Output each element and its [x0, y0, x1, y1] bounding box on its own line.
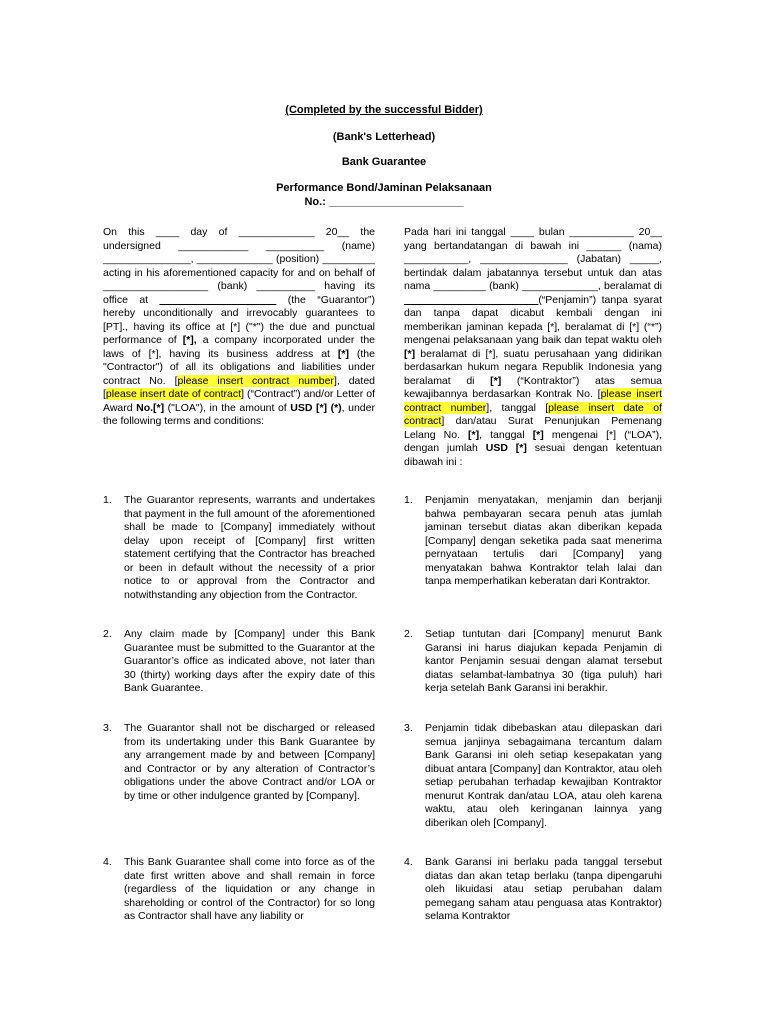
intro-en-amount: USD [*] (*): [290, 401, 342, 414]
contract-number-placeholder-id: please insert contract number: [404, 388, 662, 414]
intro-id-text-7: , tanggal: [479, 428, 533, 441]
intro-en-text-3: a company incorporated under the laws of [*], having its business address at: [103, 334, 375, 360]
intro-en-bold-1: [*],: [182, 334, 197, 346]
intro-id-blank: _______________________: [404, 293, 539, 306]
intro-id-text-9: sesuai dengan ketentuan dibawah ini :: [404, 442, 662, 468]
clause-number: 2.: [103, 628, 112, 640]
clause-id-2: [404, 628, 662, 696]
clause-number: 1.: [404, 494, 413, 506]
contract-date-placeholder-id: please insert date of contract: [404, 401, 662, 427]
clause-text: Any claim made by [Company] under this Bank Guarantee must be submitted to the Guarantor at the Guarantor’s office as indicated above, not later than 30 (thirty) working days after the expiry date of this Bank Guarantee.: [124, 628, 375, 694]
clause-text: The Guarantor represents, warrants and undertakes that payment in the full amount of the aforementioned shall be made to [Company] immediately without delay upon receipt of [Company] first written statement certifying that the Contractor has breached or been in default without the necessity of a prior notice to or approval from the Contractor and notwithstanding any objection from the Contractor.: [124, 494, 375, 601]
intro-english: [103, 226, 375, 429]
intro-id-text-6: ] dan/atau Surat Penunjukan Pemenang Lelang No.: [404, 415, 662, 441]
intro-en-bold-3: No.[*]: [136, 401, 165, 414]
clause-text: Penjamin tidak dibebaskan atau dilepaskan dari semua janjinya sebagaimana tercantum dalam Bank Garansi ini oleh setiap kesepakatan yang dibuat antara [Company] dan Kontraktor, atau oleh setiap perubahan terhadap kewajiban Kontraktor menurut Kontrak dan/atau LOA, atau oleh karena waktu, atau oleh keringanan lainnya yang diberikan oleh [Company].: [425, 722, 662, 829]
document-title: Bank Guarantee: [341, 156, 427, 168]
completed-note: (Completed by the successful Bidder): [285, 104, 483, 116]
intro-id-text-4: (“Kontraktor”) atas semua kewajibannya berdasarkan Kontrak No. [: [404, 374, 662, 400]
intro-en-text-7: ("LOA"), in the amount of: [164, 401, 291, 414]
intro-indonesian: [404, 226, 662, 469]
clause-text: Penjamin menyatakan, menjamin dan berjanji bahwa pembayaran secara penuh atas jumlah jaminan tersebut diatas akan diberikan kepada [Company] dengan seketika pada saat menerima pernyataan tertulis dari [Company] yang menyatakan bahwa Kontraktor telah lalai dan tanpa memperhatikan keberatan dari Kontraktor.: [425, 494, 662, 587]
clause-en-4: [103, 856, 375, 924]
intro-en-blank: ____________________: [159, 293, 277, 306]
clause-number: 3.: [404, 722, 413, 734]
clause-id-4: [404, 856, 662, 924]
clause-en-1: [103, 494, 375, 602]
intro-id-bold-1: [*]: [404, 347, 416, 360]
clause-number: 2.: [404, 628, 413, 640]
intro-en-text-5: ], dated [: [103, 374, 375, 400]
clause-en-3: [103, 722, 375, 803]
clause-id-1: [404, 494, 662, 589]
clause-text: This Bank Guarantee shall come into force as of the date first written above and shall remain in force (regardless of the liquidation or any change in shareholding or control of the Contractor) for so long as Contractor shall have any liability or: [124, 856, 375, 922]
intro-id-text-3: beralamat di [*], suatu perusahaan yang didirikan berdasarkan hukum negara Republik Indonesia yang beralamat di: [404, 347, 662, 387]
intro-id-text-8: mengenai [*] (“LOA”), dengan jumlah: [404, 428, 662, 454]
clause-id-3: [404, 722, 662, 830]
document-subtitle: Performance Bond/Jaminan Pelaksanaan: [276, 182, 492, 194]
intro-id-bold-3: [*]: [468, 428, 480, 441]
clause-text: Setiap tuntutan dari [Company] menurut Bank Garansi ini harus diajukan kepada Penjamin di kantor Penjamin sesuai dengan alamat tersebut diatas selambat-lambatnya 30 (tiga puluh) hari kerja setelah Bank Garansi ini berakhir.: [425, 628, 662, 694]
intro-id-text-2: (“Penjamin”) tanpa syarat dan tanpa dapat dicabut kembali dengan ini memberikan jaminan kepada [*], beralamat di [*] (“*”) mengenai pelaksanaan yang baik dan tepat waktu oleh: [404, 293, 662, 346]
clause-en-2: [103, 628, 375, 696]
clause-text: The Guarantor shall not be discharged or released from its undertaking under this Bank Guarantee by any arrangement made by and between [Company] and Contractor or by any alteration of Contractor’s obligations under the above Contract and/or LOA or by time or other indulgence granted by [Company].: [124, 722, 375, 802]
intro-id-bold-4: [*]: [532, 428, 544, 441]
intro-en-text-8: , under the following terms and conditions:: [103, 401, 375, 427]
intro-id-bold-2: [*]: [490, 374, 502, 387]
contract-date-placeholder: please insert date of contract: [105, 388, 242, 400]
clause-number: 4.: [103, 856, 112, 868]
intro-en-text-6: ] (“Contract”) and/or Letter of Award: [103, 388, 375, 414]
clause-number: 4.: [404, 856, 413, 868]
intro-id-text-1: Pada hari ini tanggal ____ bulan ___________ 20__ yang bertandatangan di bawah ini ______ (nama) ___________, _______________ (Jabatan) _____, bertindak dalam jabatannya tersebut untuk dan atas nama _________ (bank) _____________, beralamat di: [404, 226, 662, 292]
document-number: No.: ______________________: [304, 196, 464, 208]
intro-id-amount: USD [*]: [485, 442, 527, 454]
intro-id-text-5: ], tanggal [: [486, 401, 549, 414]
intro-en-text-1: On this ____ day of _____________ 20__ the undersigned ____________ __________ (name) _______________, _____________ (position) _________ acting in his aforementioned capacity for and on behalf of __________________ (bank) __________ having its office at: [103, 226, 375, 306]
intro-en-text-2: (the “Guarantor”) hereby unconditionally and irrevocably guarantees to [PT]., having its office at [*] ("*") the due and punctual performance of: [103, 293, 375, 346]
intro-en-bold-2: [*]: [337, 347, 349, 360]
contract-number-placeholder: please insert contract number: [177, 374, 334, 387]
intro-en-text-4: (the "Contractor") of all its obligations and liabilities under contract No. [: [103, 347, 375, 387]
clause-text: Bank Garansi ini berlaku pada tanggal tersebut diatas dan akan tetap berlaku (tanpa dipengaruhi oleh likuidasi atau setiap perubahan dalam pemegang saham atau penguasa atas Kontraktor) selama Kontraktor: [425, 856, 662, 922]
clause-number: 1.: [103, 494, 112, 506]
document-header: [0, 103, 768, 209]
letterhead-note: (Bank's Letterhead): [332, 131, 436, 143]
clause-number: 3.: [103, 722, 112, 734]
